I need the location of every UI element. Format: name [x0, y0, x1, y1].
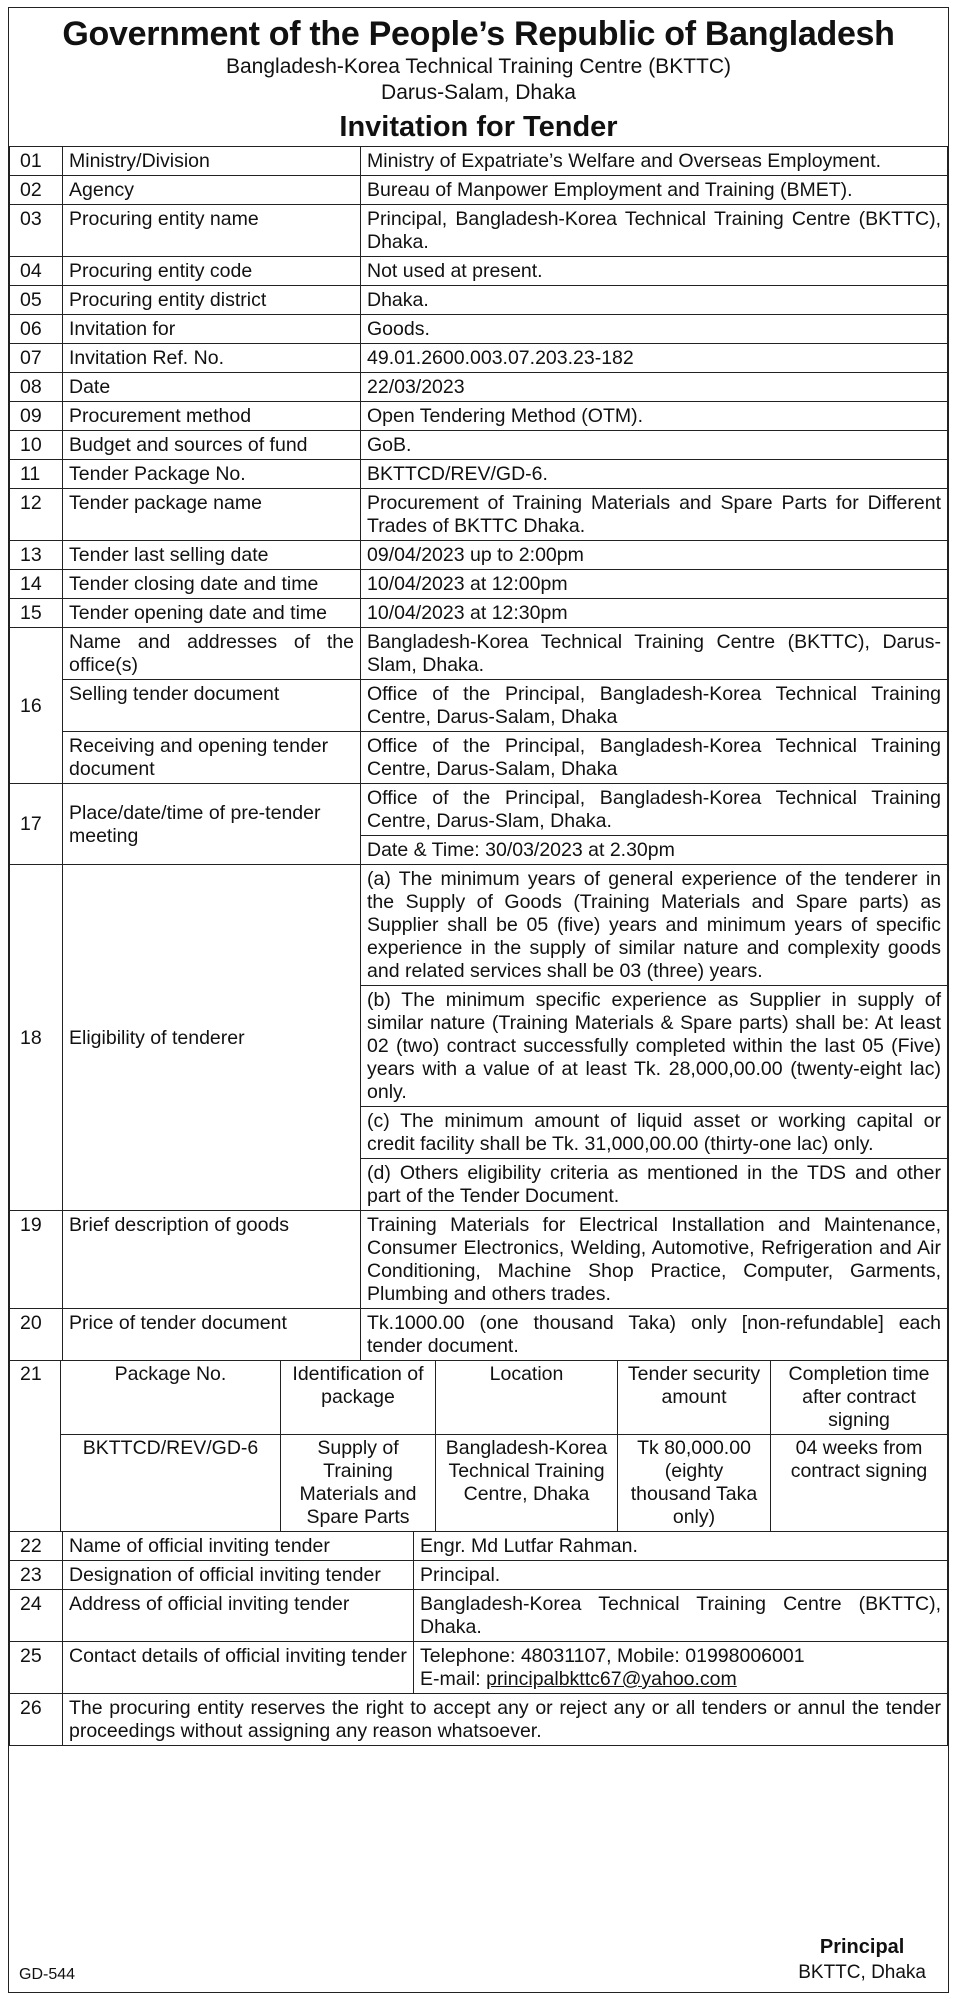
cell: BKTTCD/REV/GD-6	[61, 1435, 281, 1532]
table-row: 21 Package No. Identification of package Location Tender security amount Completion time after contract signing	[10, 1361, 948, 1435]
field-label: Tender opening date and time	[63, 599, 361, 628]
table-row: 06 Invitation for Goods.	[10, 315, 948, 344]
signature-org: BKTTC, Dhaka	[798, 1962, 926, 1983]
field-label: Name and addresses of the office(s)	[63, 628, 361, 680]
table-row	[10, 732, 948, 784]
official-table	[9, 1531, 948, 1746]
field-label: Tender closing date and time	[63, 570, 361, 599]
cell: Bangladesh-Korea Technical Training Centre, Dhaka	[436, 1435, 618, 1532]
email-link[interactable]: principalbkttc67@yahoo.com	[486, 1668, 737, 1690]
field-label: Agency	[63, 176, 361, 205]
field-value: Date & Time: 30/03/2023 at 2.30pm	[361, 836, 948, 865]
field-value: 10/04/2023 at 12:30pm	[361, 599, 948, 628]
cell: Tk 80,000.00 (eighty thousand Taka only)	[618, 1435, 771, 1532]
eligibility-c: (c) The minimum amount of liquid asset or working capital or credit facility shall be Tk. 31,000,00.00 (thirty-one lac) only.	[361, 1107, 948, 1159]
field-value: Principal.	[414, 1561, 948, 1590]
field-label: Budget and sources of fund	[63, 431, 361, 460]
table-row: 23 Designation of official inviting tender Principal.	[10, 1561, 948, 1590]
col-header: Package No.	[61, 1361, 281, 1435]
cell: Supply of Training Materials and Spare Parts	[281, 1435, 436, 1532]
field-value: 22/03/2023	[361, 373, 948, 402]
field-value: The procuring entity reserves the right to accept any or reject any or all tenders or annul the tender proceedings without assigning any reason whatsoever.	[63, 1694, 948, 1746]
notice-footer	[9, 1920, 948, 1992]
field-value: Procurement of Training Materials and Spare Parts for Different Trades of BKTTC Dhaka.	[361, 489, 948, 541]
col-header: Tender security amount	[618, 1361, 771, 1435]
field-value: Not used at present.	[361, 257, 948, 286]
field-value: Tk.1000.00 (one thousand Taka) only [non-refundable] each tender document.	[361, 1309, 948, 1361]
field-value: Office of the Principal, Bangladesh-Korea Technical Training Centre, Darus-Salam, Dhaka	[361, 732, 948, 784]
field-label: Procuring entity district	[63, 286, 361, 315]
field-label: Contact details of official inviting tender	[63, 1642, 414, 1694]
field-value: Bureau of Manpower Employment and Training (BMET).	[361, 176, 948, 205]
table-row: 18 Eligibility of tenderer (a) The minimum years of general experience of the tenderer in the Supply of Goods (Training Materials and Spare parts) as Supplier shall be 05 (five) years and minimum years of specific experience in the supply of similar nature and complexity goods and related services shall be 03 (three) years.	[10, 865, 948, 986]
table-row: 26 The procuring entity reserves the right to accept any or reject any or all tenders or annul the tender proceedings without assigning any reason whatsoever.	[10, 1694, 948, 1746]
field-label: Receiving and opening tender document	[63, 732, 361, 784]
table-row: 03 Procuring entity name Principal, Bangladesh-Korea Technical Training Centre (BKTTC), Dhaka.	[10, 205, 948, 257]
table-row: 10 Budget and sources of fund GoB.	[10, 431, 948, 460]
contact-phone: Telephone: 48031107, Mobile: 01998006001	[420, 1645, 805, 1667]
field-label: Eligibility of tenderer	[63, 865, 361, 1211]
col-header: Location	[436, 1361, 618, 1435]
table-row: 25 Contact details of official inviting tender Telephone: 48031107, Mobile: 01998006001 E-mail: principalbkttc67@yahoo.com	[10, 1642, 948, 1694]
notice-header	[9, 8, 948, 146]
table-row: 22 Name of official inviting tender Engr. Md Lutfar Rahman.	[10, 1532, 948, 1561]
centre-name: Bangladesh-Korea Technical Training Centre (BKTTC)	[225, 55, 732, 78]
field-label: Date	[63, 373, 361, 402]
field-value: Engr. Md Lutfar Rahman.	[414, 1532, 948, 1561]
table-row: 19 Brief description of goods Training Materials for Electrical Installation and Maintenance, Consumer Electronics, Welding, Automotive, Refrigeration and Air Conditioning, Machine Shop Practice, Computer, Garments, Plumbing and others trades.	[10, 1211, 948, 1309]
tender-notice	[8, 7, 949, 1993]
table-row: 13 Tender last selling date 09/04/2023 up to 2:00pm	[10, 541, 948, 570]
notice-title: Invitation for Tender	[339, 111, 618, 143]
table-row: 17 Place/date/time of pre-tender meeting Office of the Principal, Bangladesh-Korea Technical Training Centre, Darus-Slam, Dhaka.	[10, 784, 948, 836]
table-row: 01 Ministry/Division Ministry of Expatriate’s Welfare and Overseas Employment.	[10, 147, 948, 176]
package-table	[9, 1360, 948, 1532]
table-row: 11 Tender Package No. BKTTCD/REV/GD-6.	[10, 460, 948, 489]
field-value: 10/04/2023 at 12:00pm	[361, 570, 948, 599]
field-value	[414, 1642, 948, 1694]
field-label: Selling tender document	[63, 680, 361, 732]
col-header: Completion time after contract signing	[771, 1361, 948, 1435]
field-value: Office of the Principal, Bangladesh-Korea Technical Training Centre, Darus-Salam, Dhaka	[361, 680, 948, 732]
field-value: Training Materials for Electrical Installation and Maintenance, Consumer Electronics, Welding, Automotive, Refrigeration and Air Conditioning, Machine Shop Practice, Computer, Garments, Plumbing and others trades.	[361, 1211, 948, 1309]
table-row: 02 Agency Bureau of Manpower Employment and Training (BMET).	[10, 176, 948, 205]
field-value: 09/04/2023 up to 2:00pm	[361, 541, 948, 570]
field-label: Address of official inviting tender	[63, 1590, 414, 1642]
field-value: BKTTCD/REV/GD-6.	[361, 460, 948, 489]
field-label: Tender Package No.	[63, 460, 361, 489]
eligibility-b: (b) The minimum specific experience as Supplier in supply of similar nature (Training Materials & Spare parts) shall be: At least 02 (two) contract successfully completed within the last 05 (Five) years with a value of at least Tk. 28,000,00.00 (twenty-eight lac) only.	[361, 986, 948, 1107]
table-row	[10, 1435, 948, 1532]
field-label: Ministry/Division	[63, 147, 361, 176]
table-row: 16 Name and addresses of the office(s) Bangladesh-Korea Technical Training Centre (BKTTC), Darus-Slam, Dhaka.	[10, 628, 948, 680]
table-row: 05 Procuring entity district Dhaka.	[10, 286, 948, 315]
field-value: Dhaka.	[361, 286, 948, 315]
notice-code: GD-544	[19, 1966, 76, 1983]
field-label: Procuring entity name	[63, 205, 361, 257]
eligibility-a: (a) The minimum years of general experience of the tenderer in the Supply of Goods (Training Materials and Spare parts) as Supplier shall be 05 (five) years and minimum years of specific experience in the supply of similar nature and complexity goods and related services shall be 03 (three) years.	[361, 865, 948, 986]
eligibility-d: (d) Others eligibility criteria as mentioned in the TDS and other part of the Tender Document.	[361, 1159, 948, 1211]
field-label: Tender last selling date	[63, 541, 361, 570]
government-title: Government of the People’s Republic of Bangladesh	[62, 15, 895, 53]
field-value: Principal, Bangladesh-Korea Technical Training Centre (BKTTC), Dhaka.	[361, 205, 948, 257]
table-row: 09 Procurement method Open Tendering Method (OTM).	[10, 402, 948, 431]
table-row: 20 Price of tender document Tk.1000.00 (one thousand Taka) only [non-refundable] each tender document.	[10, 1309, 948, 1361]
table-row: 07 Invitation Ref. No. 49.01.2600.003.07.203.23-182	[10, 344, 948, 373]
table-row: 04 Procuring entity code Not used at present.	[10, 257, 948, 286]
field-value: Open Tendering Method (OTM).	[361, 402, 948, 431]
table-row: 12 Tender package name Procurement of Training Materials and Spare Parts for Different Trades of BKTTC Dhaka.	[10, 489, 948, 541]
field-value: Ministry of Expatriate’s Welfare and Overseas Employment.	[361, 147, 948, 176]
signature-title: Principal	[819, 1936, 905, 1958]
field-label: Designation of official inviting tender	[63, 1561, 414, 1590]
field-value: Bangladesh-Korea Technical Training Centre (BKTTC), Darus-Slam, Dhaka.	[361, 628, 948, 680]
field-label: Name of official inviting tender	[63, 1532, 414, 1561]
table-row: 15 Tender opening date and time 10/04/2023 at 12:30pm	[10, 599, 948, 628]
field-value: Goods.	[361, 315, 948, 344]
centre-location: Darus-Salam, Dhaka	[381, 81, 576, 104]
field-label: Invitation Ref. No.	[63, 344, 361, 373]
field-value: 49.01.2600.003.07.203.23-182	[361, 344, 948, 373]
field-label: Procurement method	[63, 402, 361, 431]
field-value: Bangladesh-Korea Technical Training Centre (BKTTC), Dhaka.	[414, 1590, 948, 1642]
table-row: 08 Date 22/03/2023	[10, 373, 948, 402]
tender-table	[9, 146, 948, 1361]
field-label: Price of tender document	[63, 1309, 361, 1361]
cell: 04 weeks from contract signing	[771, 1435, 948, 1532]
field-label: Tender package name	[63, 489, 361, 541]
field-label: Invitation for	[63, 315, 361, 344]
signature-block	[798, 1934, 926, 1986]
col-header: Identification of package	[281, 1361, 436, 1435]
field-label: Place/date/time of pre-tender meeting	[63, 784, 361, 865]
field-label: Procuring entity code	[63, 257, 361, 286]
contact-email-line: E-mail: principalbkttc67@yahoo.com	[420, 1668, 737, 1690]
field-value: Office of the Principal, Bangladesh-Korea Technical Training Centre, Darus-Slam, Dhaka.	[361, 784, 948, 836]
field-value: GoB.	[361, 431, 948, 460]
table-row	[10, 680, 948, 732]
table-row: 24 Address of official inviting tender Bangladesh-Korea Technical Training Centre (BKTTC), Dhaka.	[10, 1590, 948, 1642]
field-label: Brief description of goods	[63, 1211, 361, 1309]
table-row: 14 Tender closing date and time 10/04/2023 at 12:00pm	[10, 570, 948, 599]
